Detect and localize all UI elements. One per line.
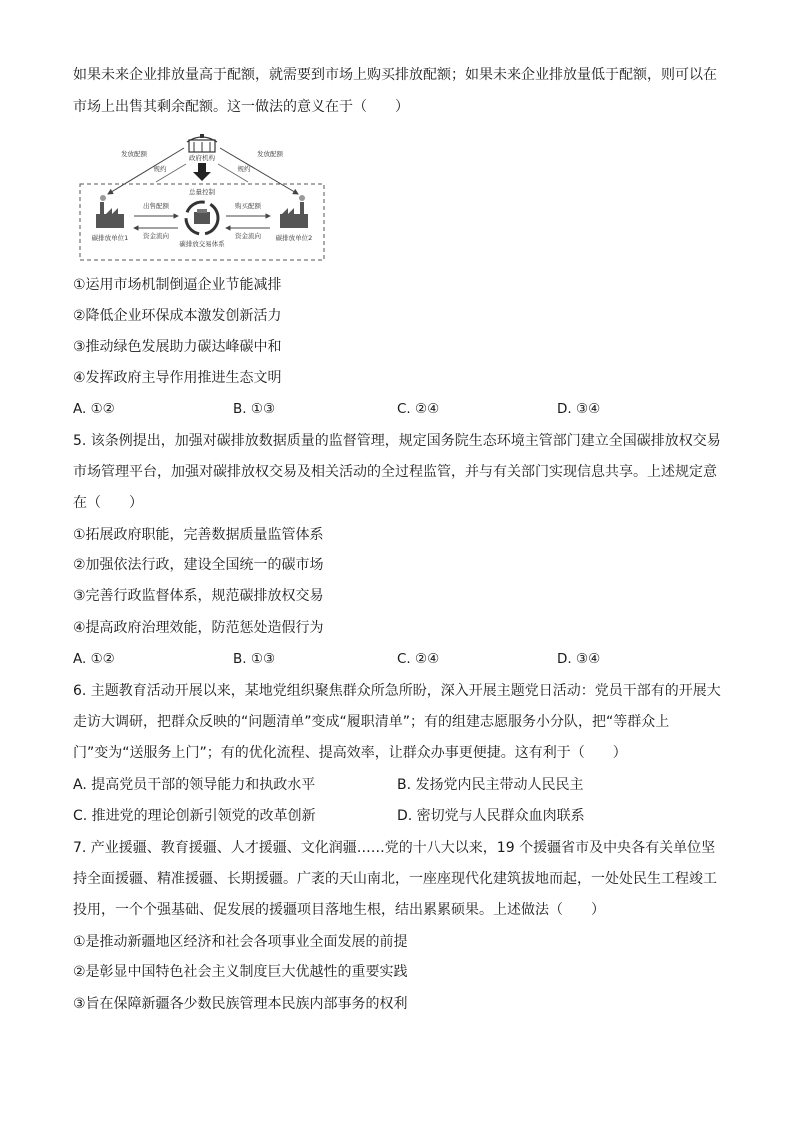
q7-stem-line-3: 投用，一个个强基础、促发展的援疆项目落地生根，结出累累硕果。上述做法（ ）: [73, 902, 605, 918]
regulate-left: 规约: [153, 165, 167, 173]
q4-statement-3: ③推动绿色发展助力碳达峰碳中和: [73, 339, 282, 355]
q6-stem-line-2: 走访大调研，把群众反映的“问题清单”变成“履职清单”；有的组建志愿服务小分队，把“等群众上: [73, 714, 670, 730]
factory-right-icon: [280, 195, 308, 228]
q5-option-b[interactable]: B. ①③: [233, 651, 276, 667]
q4-statement-1: ①运用市场机制倒逼企业节能减排: [73, 277, 282, 293]
total-control-label: 总量控制: [189, 188, 215, 196]
fund-flow-right-label: 资金流向: [235, 232, 261, 240]
q5-stem-line-3: 在（ ）: [73, 495, 143, 511]
down-arrow-icon: [193, 163, 211, 181]
q6-option-c[interactable]: C. 推进党的理论创新引领党的改革创新: [73, 808, 316, 824]
system-label: 碳排放交易体系: [179, 240, 225, 248]
unit-1-label: 碳排放单位1: [91, 234, 129, 242]
fund-flow-left-label: 资金流向: [143, 232, 169, 240]
q4-option-a[interactable]: A. ①②: [73, 401, 115, 417]
q7-statement-3: ③旨在保障新疆各少数民族管理本民族内部事务的权利: [73, 996, 408, 1012]
q5-statement-2: ②加强依法行政，建设全国统一的碳市场: [73, 557, 324, 573]
q4-option-d[interactable]: D. ③④: [557, 401, 601, 417]
q5-option-d[interactable]: D. ③④: [557, 651, 601, 667]
q6-stem-line-3: 门”变为“送服务上门”；有的优化流程、提高效率，让群众办事更便捷。这有利于（ ）: [73, 745, 627, 761]
regulate-right: 规约: [237, 165, 251, 173]
issue-quota-right: 发放配额: [257, 150, 283, 158]
q7-statement-1: ①是推动新疆地区经济和社会各项事业全面发展的前提: [73, 934, 408, 950]
trading-cycle-icon: [186, 202, 218, 234]
q5-stem-line-2: 市场管理平台，加强对碳排放权交易及相关活动的全过程监管，并与有关部门实现信息共享。上述规定意: [73, 464, 717, 480]
issue-quota-left: 发放配额: [121, 150, 147, 158]
factory-left-icon: [96, 195, 124, 228]
sell-quota-label: 出售配额: [143, 202, 169, 210]
q5-stem-line-1: 5. 该条例提出，加强对碳排放数据质量的监督管理，规定国务院生态环境主管部门建立全国碳排放权交易: [73, 433, 721, 449]
buy-quota-label: 购买配额: [235, 202, 261, 210]
q5-option-c[interactable]: C. ②④: [397, 651, 440, 667]
q4-statement-4: ④发挥政府主导作用推进生态文明: [73, 370, 282, 386]
q5-statement-4: ④提高政府治理效能，防范惩处造假行为: [73, 620, 324, 636]
q7-statement-2: ②是彰显中国特色社会主义制度巨大优越性的重要实践: [73, 964, 408, 980]
carbon-trading-diagram: [76, 134, 328, 264]
q4-stem-line-1: 如果未来企业排放量高于配额，就需要到市场上购买排放配额；如果未来企业排放量低于配额，则可以在: [73, 67, 717, 83]
government-building-icon: [187, 134, 217, 152]
q6-option-d[interactable]: D. 密切党与人民群众血肉联系: [397, 808, 585, 824]
q4-stem-line-2: 市场上出售其剩余配额。这一做法的意义在于（ ）: [73, 99, 409, 115]
q6-stem-line-1: 6. 主题教育活动开展以来，某地党组织聚焦群众所急所盼，深入开展主题党日活动：党员干部有的开展大: [73, 683, 721, 699]
q6-option-b[interactable]: B. 发扬党内民主带动人民民主: [397, 777, 584, 793]
q4-option-b[interactable]: B. ①③: [233, 401, 276, 417]
q4-option-c[interactable]: C. ②④: [397, 401, 440, 417]
q5-statement-1: ①拓展政府职能，完善数据质量监管体系: [73, 527, 324, 543]
q7-stem-line-2: 持全面援疆、精准援疆、长期援疆。广袤的天山南北，一座座现代化建筑拔地而起，一处处民生工程竣工: [73, 871, 717, 887]
gov-label: 政府机构: [189, 154, 215, 162]
q4-statement-2: ②降低企业环保成本激发创新活力: [73, 308, 282, 324]
q5-option-a[interactable]: A. ①②: [73, 651, 115, 667]
unit-2-label: 碳排放单位2: [275, 234, 313, 242]
q7-stem-line-1: 7. 产业援疆、教育援疆、人才援疆、文化润疆……党的十八大以来，19 个援疆省市及中央各有关单位坚: [73, 840, 716, 856]
q6-option-a[interactable]: A. 提高党员干部的领导能力和执政水平: [73, 777, 316, 793]
q5-statement-3: ③完善行政监督体系，规范碳排放权交易: [73, 588, 324, 604]
